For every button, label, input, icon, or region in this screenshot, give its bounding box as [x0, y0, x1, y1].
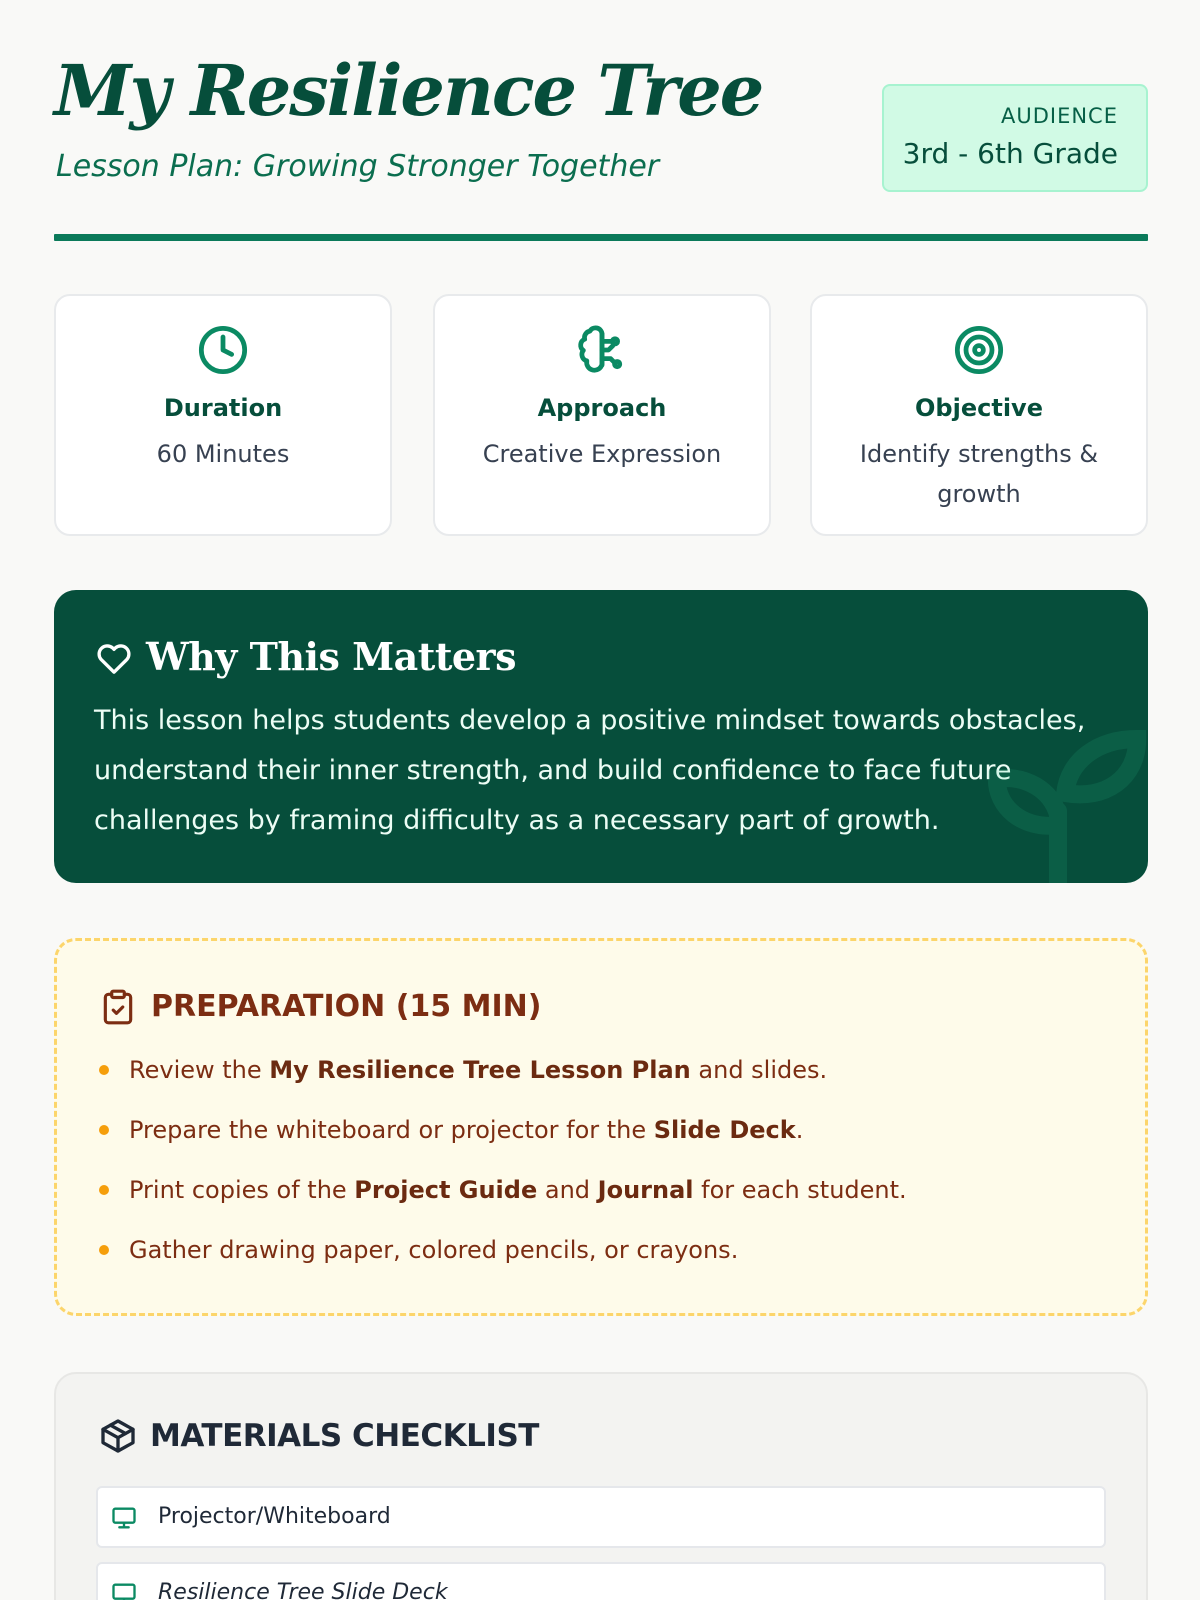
list-item: Prepare the whiteboard or projector for the Slide Deck. — [97, 1113, 1097, 1173]
why-title: Why This Matters — [146, 634, 516, 679]
materials-checklist-section — [54, 1372, 1148, 1600]
audience-label: AUDIENCE — [1000, 104, 1118, 128]
objective-value: Identify strengths & growth — [859, 440, 1099, 508]
approach-title: Approach — [537, 394, 667, 422]
monitor-icon — [110, 1580, 138, 1600]
duration-card — [54, 294, 392, 536]
why-body: This lesson helps students develop a positive mindset towards obstacles, understand their inner strength, and build confidence to face future challenges by framing difficulty as a necessary part of growth. — [94, 705, 1086, 836]
objective-title: Objective — [915, 394, 1043, 422]
checklist-item-label: Projector/Whiteboard — [158, 1504, 391, 1529]
monitor-icon — [110, 1504, 138, 1532]
duration-value: 60 Minutes — [156, 440, 290, 468]
list-item: Print copies of the Project Guide and Journal for each student. — [97, 1173, 1097, 1233]
audience-value: 3rd - 6th Grade — [902, 137, 1118, 171]
objective-card — [810, 294, 1148, 536]
heart-icon — [94, 638, 134, 678]
materials-title: MATERIALS CHECKLIST — [150, 1418, 539, 1454]
checklist-item[interactable] — [96, 1562, 1106, 1600]
header — [54, 50, 1148, 240]
list-item: Gather drawing paper, colored pencils, or crayons. — [97, 1233, 1097, 1293]
clipboard-check-icon — [99, 987, 137, 1027]
clock-icon — [197, 324, 249, 376]
page-subtitle: Lesson Plan: Growing Stronger Together — [56, 149, 660, 184]
target-icon — [953, 324, 1005, 376]
duration-title: Duration — [163, 394, 283, 422]
audience-badge — [882, 84, 1148, 192]
preparation-title: PREPARATION (15 MIN) — [151, 989, 542, 1024]
info-cards — [54, 294, 1148, 536]
brain-icon — [576, 324, 628, 376]
preparation-section — [54, 938, 1148, 1316]
list-item: Review the My Resilience Tree Lesson Plan and slides. — [97, 1053, 1097, 1113]
why-this-matters-section — [54, 590, 1148, 883]
preparation-list — [97, 1053, 1097, 1293]
approach-value: Creative Expression — [482, 440, 722, 468]
checklist-item[interactable] — [96, 1486, 1106, 1548]
header-divider — [54, 234, 1148, 241]
checklist-item-label: Resilience Tree Slide Deck — [158, 1580, 448, 1600]
package-icon — [98, 1416, 138, 1456]
page-title: My Resilience Tree — [54, 49, 763, 132]
approach-card — [433, 294, 771, 536]
sprout-watermark-icon — [968, 703, 1148, 883]
